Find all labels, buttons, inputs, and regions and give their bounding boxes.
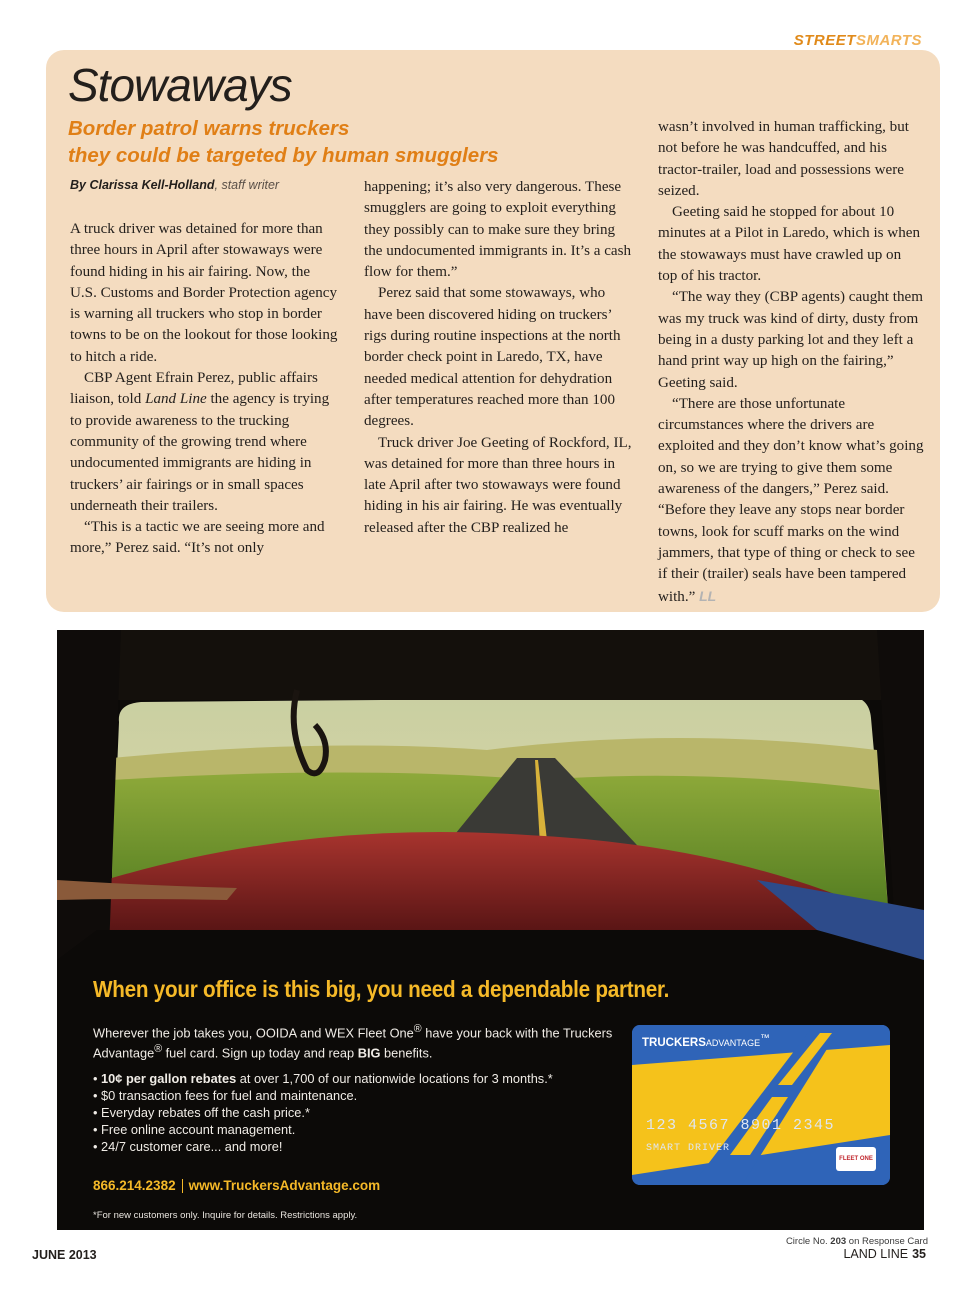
ad-body-part: benefits. [380, 1045, 433, 1061]
website-link[interactable]: www.TruckersAdvantage.com [188, 1178, 381, 1193]
registered-mark: ® [413, 1023, 422, 1035]
advertisement[interactable] [57, 630, 924, 1230]
paragraph: Perez said that some stowaways, who have been discovered hiding on truckers’ rigs during routine inspections at the north border check point in Laredo, TX, have needed medical attention for dehydration after temperatures reached more than 100 degrees. [364, 285, 621, 430]
article-subtitle [68, 115, 499, 169]
trademark: ™ [760, 1033, 770, 1044]
issue-date: JUNE 2013 [32, 1248, 97, 1262]
page-number: 35 [912, 1247, 926, 1261]
divider [182, 1179, 183, 1193]
folio [843, 1247, 926, 1261]
ad-body-part: Wherever the job takes you, OOIDA and WEX Fleet One [93, 1025, 414, 1041]
article-column-2 [364, 177, 632, 539]
byline [70, 178, 279, 192]
card-number: 123 4567 8901 2345 [646, 1117, 836, 1134]
ad-body-part: fuel card. Sign up today and reap [162, 1045, 358, 1061]
response-prefix: Circle No. [785, 1236, 831, 1247]
paragraph: “This is a tactic we are seeing more and more,” Perez said. “It’s not only [70, 519, 325, 557]
benefit-bold: 10¢ per gallon rebates [101, 1071, 237, 1086]
ad-benefits-list [93, 1070, 613, 1155]
paragraph: Truck driver Joe Geeting of Rockford, IL, was detained for more than three hours in late April after two stowaways were found hiding in his air fairing. He was eventually released after the CBP realized he [364, 434, 632, 536]
ad-body-bold: BIG [357, 1045, 381, 1061]
paragraph: A truck driver was detained for more than three hours in April after stowaways were found hiding in his air fairing. Now, the U.S. Customs and Border Protection agency is warning all truckers who stop in border towns to be on the lookout for those looking to hitch a ride. [70, 221, 338, 365]
byline-role: , staff writer [214, 178, 280, 192]
ad-disclaimer: *For new customers only. Inquire for details. Restrictions apply. [93, 1210, 358, 1221]
magazine-name: LAND LINE [843, 1247, 909, 1261]
card-label: SMART DRIVER [646, 1143, 731, 1154]
benefit-item: • $0 transaction fees for fuel and maintenance. [93, 1087, 613, 1104]
article-title: Stowaways [68, 59, 292, 111]
paragraph: Geeting said he stopped for about 10 minutes at a Pilot in Laredo, which is when the stowaways must have crawled up on top of his tractor. [658, 204, 920, 285]
paragraph [70, 368, 340, 517]
subtitle-line-1: Border patrol warns truckers [68, 117, 350, 140]
card-brand [642, 1033, 770, 1049]
card-brand-bold: TRUCKERS [642, 1036, 706, 1049]
fuel-card [632, 1025, 890, 1185]
article-column-1 [70, 219, 340, 560]
benefit-item: • Free online account management. [93, 1121, 613, 1138]
benefit-item: • Everyday rebates off the cash price.* [93, 1104, 613, 1121]
response-suffix: on Response Card [846, 1236, 928, 1247]
fleet-one-logo: FLEET ONE [836, 1147, 876, 1171]
response-card-note [786, 1236, 928, 1247]
paragraph: happening; it’s also very dangerous. These smugglers are going to exploit everything they possibly can to make sure they bring the undocumented immigrants in. It’s a cash flow for them.” [364, 179, 632, 281]
article-column-3 [658, 117, 924, 608]
paragraph [658, 394, 924, 608]
section-tag-smarts: SMARTS [855, 32, 922, 49]
registered-mark: ® [154, 1043, 163, 1056]
paragraph-text: “There are those unfortunate circumstances where the drivers are exploited and they don’t know what’s going on, so we are trying to give them some awareness of the dangers,” Perez said. “Before they leave any stops near border towns, look for scuff marks on the wind jammers, that type of thing or check to see if their (trailer) seals have been tampered with.” [658, 395, 924, 605]
response-number: 203 [830, 1236, 847, 1247]
byline-author: By Clarissa Kell-Holland [70, 178, 215, 192]
end-mark: LL [699, 587, 717, 604]
ad-body-part: have your back with the Truckers Advantage [93, 1025, 613, 1061]
card-brand-rest: ADVANTAGE [705, 1037, 761, 1048]
benefit-item [93, 1070, 613, 1087]
paragraph-lead: CBP Agent Efrain Perez, public affairs liaison, told [70, 370, 318, 408]
section-tag-street: STREET [793, 32, 856, 49]
benefit-rest: at over 1,700 of our nationwide locations for 3 months.* [236, 1071, 553, 1086]
paragraph: “The way they (CBP agents) caught them was my truck was kind of dirty, dusty from being in a dusty parking lot and they left a hand print way up high on the fairing,” Geeting said. [658, 289, 923, 391]
phone-number[interactable]: 866.214.2382 [93, 1178, 176, 1193]
paragraph-tail: the agency is trying to provide awareness to the trucking community of the growing trend where undocumented immigrants are hiding in truckers’ air fairings or in small spaces underneath their trailers. [70, 391, 330, 514]
publication-name: Land Line [145, 391, 207, 408]
paragraph: wasn’t involved in human trafficking, but not before he was handcuffed, and his tractor-trailer, load and possessions were seized. [658, 119, 909, 199]
subtitle-line-2: they could be targeted by human smugglers [68, 144, 499, 167]
benefit-item: • 24/7 customer care... and more! [93, 1138, 613, 1155]
ad-body-text [93, 1021, 613, 1062]
ad-contact [93, 1178, 380, 1193]
section-tag [794, 32, 922, 49]
ad-headline: When your office is this big, you need a dependable partner. [93, 976, 670, 1002]
